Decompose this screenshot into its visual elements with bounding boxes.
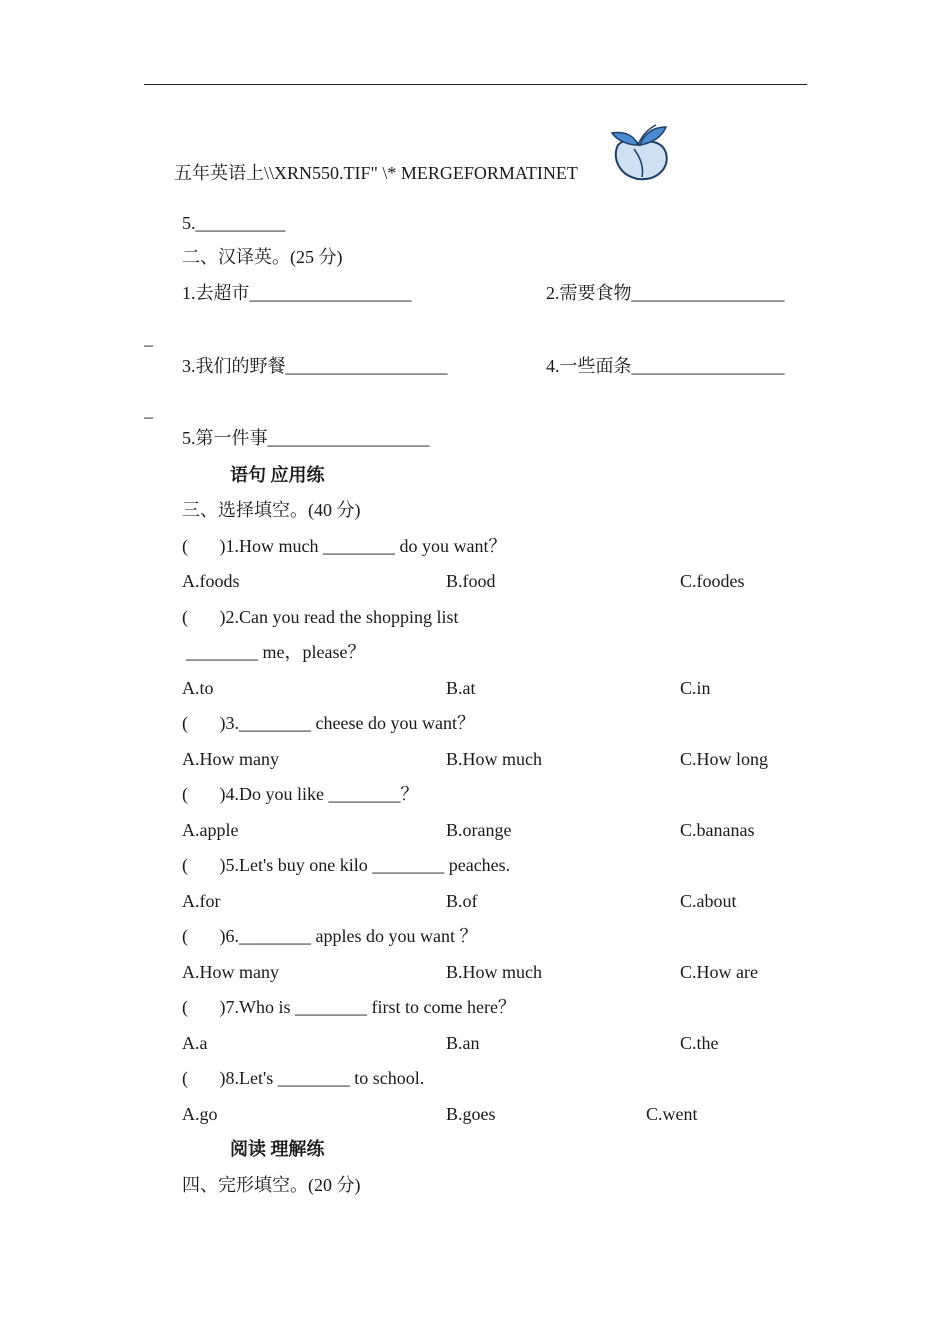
option-c: C.foodes: [680, 571, 745, 591]
option-b: B.How much: [446, 749, 542, 769]
section2-item-5: 5.第一件事__________________: [182, 428, 430, 448]
option-b: B.at: [446, 678, 476, 698]
option-c: C.How are: [680, 962, 758, 982]
section2-item-3: 3.我们的野餐__________________: [182, 356, 448, 376]
option-b: B.orange: [446, 820, 512, 840]
option-b: B.food: [446, 571, 496, 591]
option-a: A.for: [182, 891, 221, 911]
option-c: C.about: [680, 891, 737, 911]
option-a: A.a: [182, 1033, 208, 1053]
option-c: C.the: [680, 1033, 719, 1053]
section2-item-2: 2.需要食物_________________: [546, 283, 785, 303]
header-rule: [144, 84, 807, 85]
option-a: A.go: [182, 1104, 218, 1124]
question-stem: ( )1.How much ________ do you want？: [182, 536, 507, 556]
section3-title: 三、选择填空。(40 分): [182, 500, 361, 520]
option-c: C.bananas: [680, 820, 755, 840]
part-label-reading: 阅读 理解练: [230, 1139, 325, 1159]
question-stem-continued: ________ me，please？: [186, 642, 366, 662]
option-b: B.How much: [446, 962, 542, 982]
section4-title: 四、完形填空。(20 分): [182, 1175, 361, 1195]
section2-item-1: 1.去超市__________________: [182, 283, 412, 303]
section2-wrap-mark: _: [144, 328, 153, 348]
option-a: A.foods: [182, 571, 240, 591]
question-stem: ( )8.Let's ________ to school.: [182, 1068, 425, 1088]
part-label-sentence-practice: 语句 应用练: [230, 465, 325, 485]
section2-item-4: 4.一些面条_________________: [546, 356, 785, 376]
option-a: A.How many: [182, 749, 279, 769]
option-b: B.goes: [446, 1104, 496, 1124]
question-stem: ( )4.Do you like ________？: [182, 784, 419, 804]
option-a: A.apple: [182, 820, 239, 840]
option-c: C.in: [680, 678, 711, 698]
section2-wrap-mark: _: [144, 400, 153, 420]
question-stem: ( )3.________ cheese do you want？: [182, 713, 475, 733]
option-b: B.of: [446, 891, 478, 911]
option-a: A.How many: [182, 962, 279, 982]
question-stem: ( )7.Who is ________ first to come here？: [182, 997, 516, 1017]
section2-title: 二、汉译英。(25 分): [182, 247, 343, 267]
question-stem: ( )2.Can you read the shopping list: [182, 607, 459, 627]
peach-icon: [604, 123, 672, 185]
option-c: C.How long: [680, 749, 769, 769]
option-b: B.an: [446, 1033, 480, 1053]
section1-item-5: 5.__________: [182, 213, 286, 233]
question-stem: ( )6.________ apples do you want ？: [182, 926, 478, 946]
option-a: A.to: [182, 678, 214, 698]
option-c: C.went: [646, 1104, 698, 1124]
image-field-code: 五年英语上\\XRN550.TIF" \* MERGEFORMATINET: [174, 163, 578, 183]
question-stem: ( )5.Let's buy one kilo ________ peaches.: [182, 855, 511, 875]
